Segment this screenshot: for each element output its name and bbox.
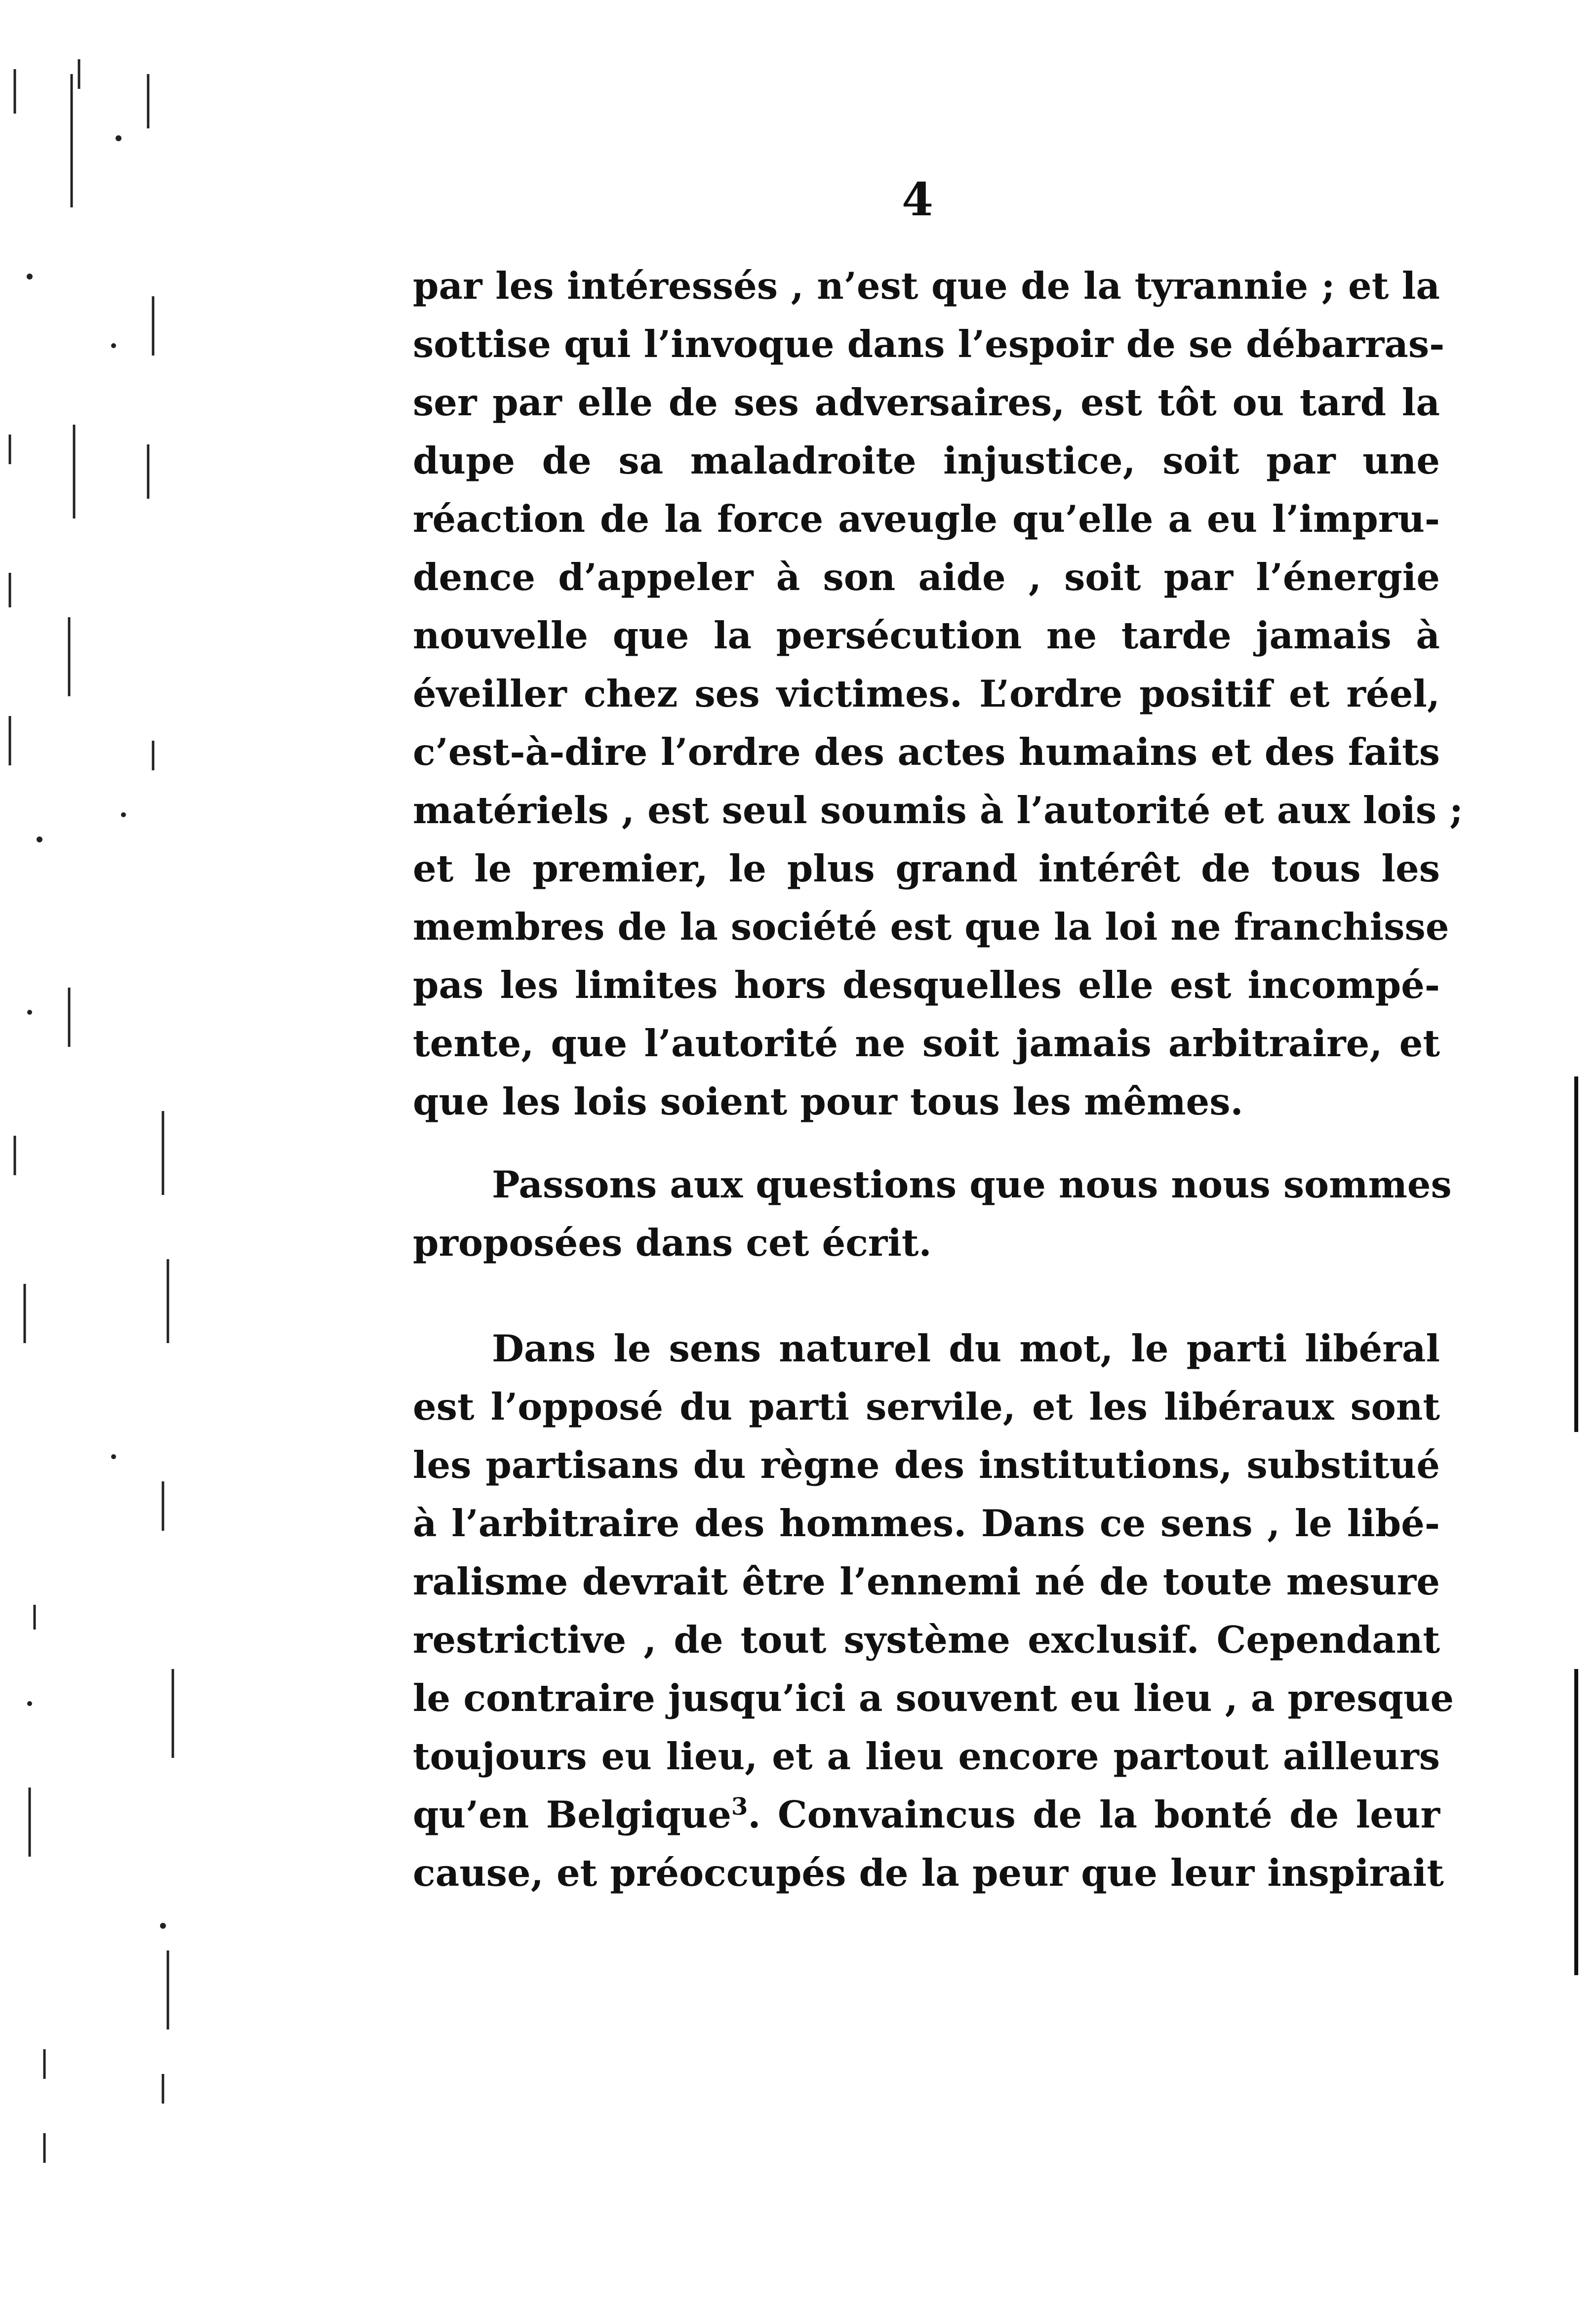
text-line-start: qu’en Belgique [413, 1793, 731, 1836]
footnote-reference: 3 [731, 1793, 748, 1821]
text-line: et le premier, le plus grand intérêt de tous les [413, 847, 1440, 890]
text-line: éveiller chez ses victimes. L’ordre positif et réel, [413, 672, 1440, 716]
text-line-with-footnote [413, 1786, 1440, 1844]
text-line: Dans le sens naturel du mot, le parti libéral [492, 1327, 1440, 1370]
text-line: Passons aux questions que nous nous sommes [492, 1163, 1452, 1206]
text-line: réaction de la force aveugle qu’elle a eu l’impru- [413, 497, 1440, 541]
text-line: que les lois soient pour tous les mêmes. [413, 1080, 1243, 1123]
paragraph-3 [413, 1319, 1454, 1902]
binding-gutter-marks [0, 0, 207, 2306]
text-line: par les intéressés , n’est que de la tyrannie ; et la [413, 264, 1440, 308]
text-line: dupe de sa maladroite injustice, soit par une [413, 439, 1440, 482]
text-line: c’est-à-dire l’ordre des actes humains et des faits [413, 730, 1440, 774]
text-line: nouvelle que la persécution ne tarde jamais à [413, 614, 1440, 657]
text-line-end: . Convaincus de la bonté de leur [748, 1793, 1440, 1836]
paragraph-1 [413, 257, 1463, 1131]
text-line: proposées dans cet écrit. [413, 1221, 932, 1265]
text-line: est l’opposé du parti servile, et les libéraux sont [413, 1385, 1440, 1429]
text-line: toujours eu lieu, et a lieu encore partout ailleurs [413, 1735, 1440, 1778]
text-line: le contraire jusqu’ici a souvent eu lieu , a presque [413, 1676, 1454, 1720]
text-line: à l’arbitraire des hommes. Dans ce sens , le libé- [413, 1502, 1440, 1545]
text-line: dence d’appeler à son aide , soit par l’énergie [413, 556, 1440, 599]
page-edge-shadow [1556, 0, 1596, 2306]
text-line: matériels , est seul soumis à l’autorité et aux lois ; [413, 789, 1463, 832]
paragraph-2 [413, 1155, 1452, 1272]
page-number: 4 [902, 173, 934, 226]
text-line: tente, que l’autorité ne soit jamais arbitraire, et [413, 1022, 1440, 1065]
text-line: membres de la société est que la loi ne franchisse [413, 905, 1449, 949]
text-line: sottise qui l’invoque dans l’espoir de se débarras- [413, 322, 1445, 366]
text-line: cause, et préoccupés de la peur que leur inspirait [413, 1851, 1444, 1895]
text-line: restrictive , de tout système exclusif. Cependant [413, 1618, 1440, 1662]
text-line: pas les limites hors desquelles elle est incompé- [413, 963, 1440, 1007]
text-line: ralisme devrait être l’ennemi né de toute mesure [413, 1560, 1440, 1603]
text-line: ser par elle de ses adversaires, est tôt ou tard la [413, 381, 1440, 424]
text-line: les partisans du règne des institutions, substitué [413, 1443, 1440, 1487]
